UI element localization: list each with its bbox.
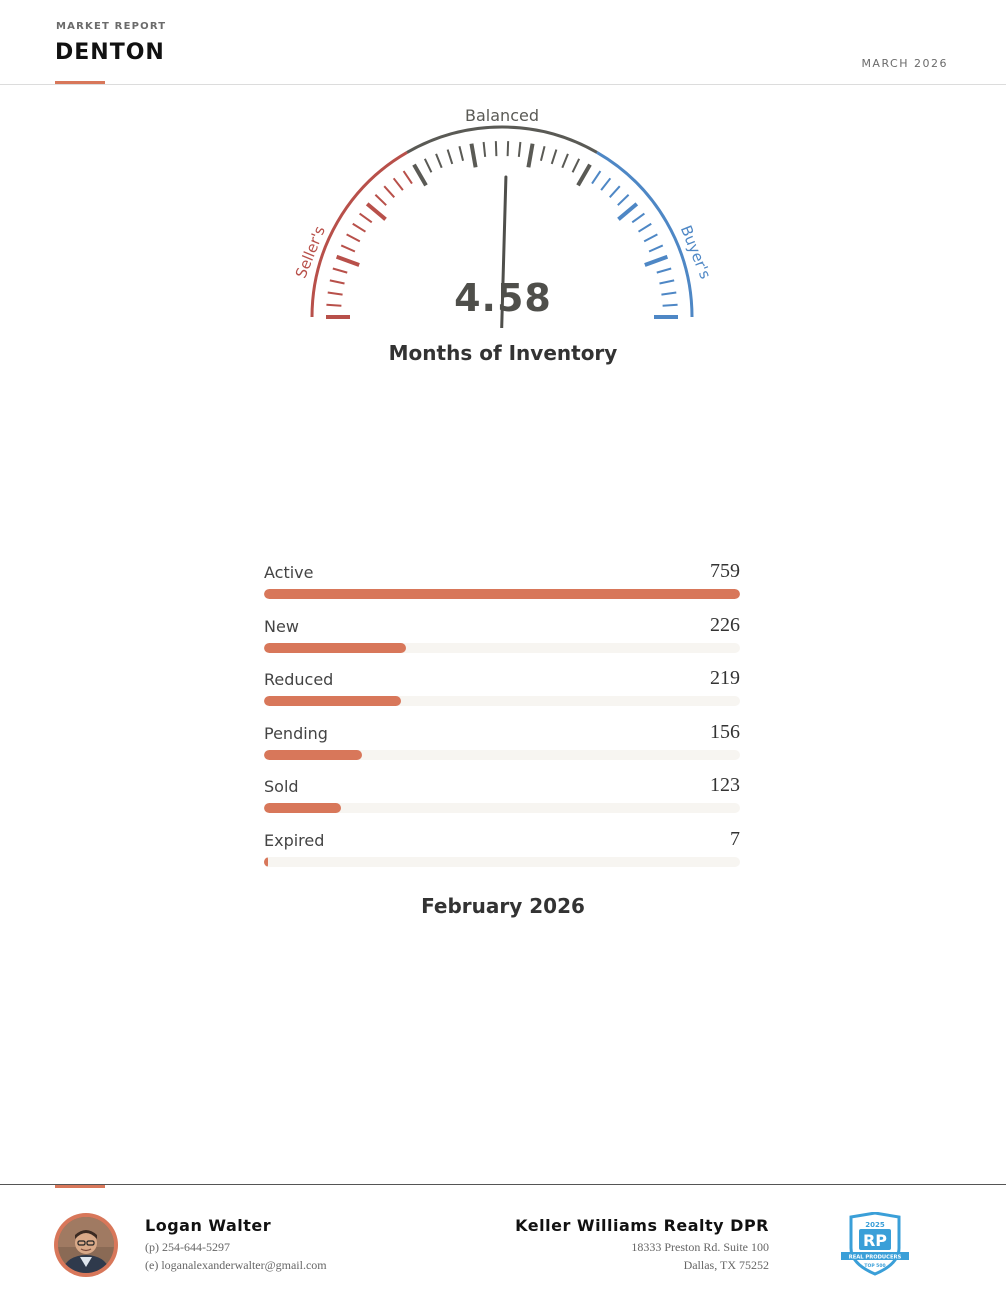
brokerage-name: Keller Williams Realty DPR <box>515 1216 769 1235</box>
gauge-major-tick <box>578 165 590 186</box>
header-divider <box>0 84 1006 85</box>
gauge-minor-tick <box>644 234 657 241</box>
stat-value: 226 <box>710 613 740 636</box>
balanced-label: Balanced <box>465 106 539 125</box>
gauge-minor-tick <box>618 195 629 205</box>
stat-row-pending <box>264 721 740 775</box>
stat-bar-fill <box>264 589 740 599</box>
gauge-major-tick <box>337 257 360 265</box>
stat-row-reduced <box>264 667 740 721</box>
stat-bar-track <box>264 803 740 813</box>
stats-period: February 2026 <box>421 894 585 918</box>
balanced-arc <box>407 127 597 152</box>
gauge-minor-tick <box>519 142 521 157</box>
stat-bar-track <box>264 750 740 760</box>
brokerage-address-line2: Dallas, TX 75252 <box>683 1258 769 1272</box>
gauge-minor-tick <box>375 195 386 205</box>
sellers-label: Seller's <box>291 223 329 281</box>
report-date: MARCH 2026 <box>861 57 948 70</box>
agent-name: Logan Walter <box>145 1216 272 1235</box>
city-title: DENTON <box>55 40 165 65</box>
stat-bar-fill <box>264 803 341 813</box>
stat-value: 7 <box>730 827 740 850</box>
gauge-minor-tick <box>459 146 463 161</box>
stat-row-sold <box>264 774 740 828</box>
gauge-major-tick <box>414 165 426 186</box>
stat-value: 123 <box>710 774 740 797</box>
stat-label: Reduced <box>264 670 334 690</box>
brokerage-address-line1: 18333 Preston Rd. Suite 100 <box>631 1240 769 1254</box>
gauge-minor-tick <box>649 245 663 251</box>
stat-bar-track <box>264 696 740 706</box>
months-of-inventory-value: 4.58 <box>454 276 552 320</box>
gauge-minor-tick <box>573 159 580 172</box>
stat-label: New <box>264 616 299 636</box>
agent-phone: (p) 254-644-5297 <box>145 1240 230 1254</box>
stat-value: 759 <box>710 560 740 582</box>
listing-stats <box>264 560 740 882</box>
agent-email: (e) loganalexanderwalter@gmail.com <box>145 1258 327 1272</box>
stat-label: Expired <box>264 830 325 850</box>
stat-row-active <box>264 560 740 614</box>
gauge-minor-tick <box>404 171 412 183</box>
stat-bar-fill <box>264 750 362 760</box>
real-producers-badge-icon <box>840 1212 910 1276</box>
gauge-minor-tick <box>425 159 432 172</box>
badge-line2: TOP 500 <box>864 1264 886 1269</box>
gauge-caption: Months of Inventory <box>388 341 618 365</box>
stat-bar-fill <box>264 643 406 653</box>
stat-bar-track <box>264 857 740 867</box>
stat-value: 156 <box>710 720 740 743</box>
agent-photo <box>58 1217 114 1273</box>
gauge-minor-tick <box>394 178 403 190</box>
agent-avatar <box>54 1213 118 1277</box>
gauge-minor-tick <box>562 154 568 168</box>
gauge-minor-tick <box>610 186 620 197</box>
stat-row-expired <box>264 828 740 882</box>
stat-bar-fill <box>264 696 401 706</box>
gauge-minor-tick <box>347 234 360 241</box>
footer-divider <box>0 1184 1006 1185</box>
gauge-minor-tick <box>592 171 600 183</box>
gauge-minor-tick <box>448 150 453 164</box>
report-type-label: MARKET REPORT <box>56 21 167 32</box>
stat-bar-fill <box>264 857 268 867</box>
footer-accent-bar <box>55 1185 105 1188</box>
gauge-minor-tick <box>341 245 355 251</box>
gauge-major-tick <box>528 144 532 168</box>
gauge-major-tick <box>645 257 668 265</box>
stat-label: Active <box>264 563 314 582</box>
stat-bar-track <box>264 589 740 599</box>
gauge-major-tick <box>367 204 385 219</box>
badge-monogram: RP <box>862 1231 888 1250</box>
gauge-minor-tick <box>552 150 557 164</box>
gauge-minor-tick <box>632 214 644 223</box>
stat-value: 219 <box>710 667 740 690</box>
gauge-minor-tick <box>496 141 497 156</box>
gauge-minor-tick <box>384 186 394 197</box>
stat-row-new <box>264 614 740 668</box>
gauge-minor-tick <box>657 268 671 272</box>
gauge-minor-tick <box>601 178 610 190</box>
gauge-major-tick <box>618 204 636 219</box>
gauge-minor-tick <box>360 214 372 223</box>
badge-year: 2025 <box>865 1221 885 1229</box>
stat-label: Sold <box>264 777 299 797</box>
gauge-minor-tick <box>484 142 486 157</box>
gauge-minor-tick <box>333 268 347 272</box>
gauge-minor-tick <box>639 224 652 232</box>
gauge-minor-tick <box>541 146 545 161</box>
badge-line1: REAL PRODUCERS <box>848 1254 902 1261</box>
gauge-minor-tick <box>436 154 442 168</box>
stat-bar-track <box>264 643 740 653</box>
gauge-minor-tick <box>353 224 366 232</box>
stat-label: Pending <box>264 723 328 743</box>
buyers-label: Buyer's <box>676 222 715 282</box>
gauge-minor-tick <box>508 141 509 156</box>
gauge-major-tick <box>471 144 475 168</box>
